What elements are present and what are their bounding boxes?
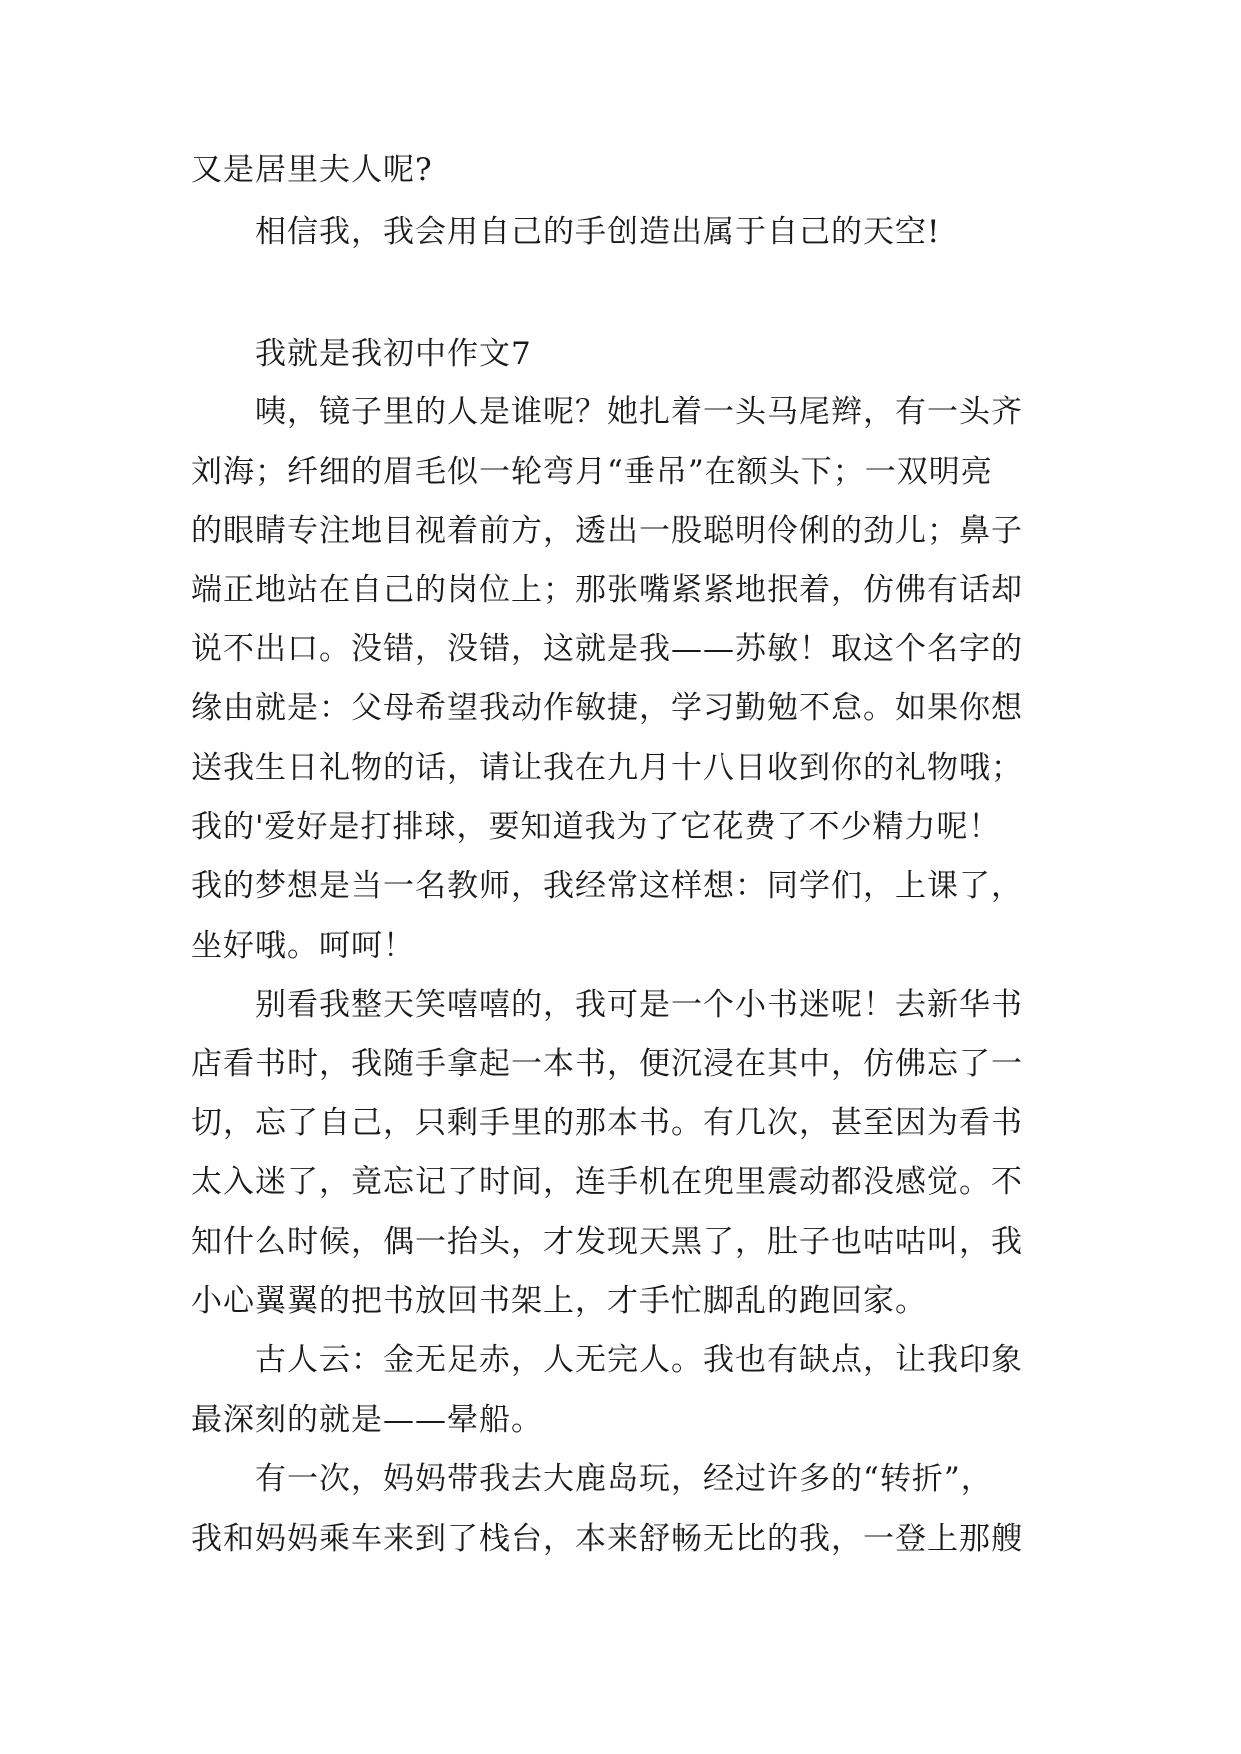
paragraph-line: 古人云：金无足赤，人无完人。我也有缺点，让我印象 — [255, 1342, 1023, 1378]
paragraph-line: 我的'爱好是打排球，要知道我为了它花费了不少精力呢！ — [191, 809, 1001, 845]
section-title: 我就是我初中作文7 — [255, 336, 532, 372]
paragraph-line: 端正地站在自己的岗位上；那张嘴紧紧地抿着，仿佛有话却 — [191, 572, 1023, 608]
paragraph-line: 我和妈妈乘车来到了栈台，本来舒畅无比的我，一登上那艘 — [191, 1521, 1023, 1557]
paragraph-line: 说不出口。没错，没错，这就是我——苏敏！取这个名字的 — [191, 631, 1023, 667]
paragraph-line: 店看书时，我随手拿起一本书，便沉浸在其中，仿佛忘了一 — [191, 1046, 1023, 1082]
paragraph-line: 切，忘了自己，只剩手里的那本书。有几次，甚至因为看书 — [191, 1105, 1023, 1141]
paragraph-line: 坐好哦。呵呵！ — [191, 928, 415, 964]
paragraph-line: 有一次，妈妈带我去大鹿岛玩，经过许多的“转折”， — [255, 1461, 993, 1497]
paragraph-line: 咦，镜子里的人是谁呢？她扎着一头马尾辫，有一头齐 — [255, 394, 1023, 430]
paragraph-line: 刘海；纤细的眉毛似一轮弯月“垂吊”在额头下；一双明亮 — [191, 454, 993, 490]
paragraph-line: 相信我，我会用自己的手创造出属于自己的天空! — [255, 214, 941, 250]
paragraph-line: 缘由就是：父母希望我动作敏捷，学习勤勉不怠。如果你想 — [191, 690, 1023, 726]
paragraph-line: 别看我整天笑嘻嘻的，我可是一个小书迷呢！去新华书 — [255, 987, 1023, 1023]
paragraph-line: 送我生日礼物的话，请让我在九月十八日收到你的礼物哦； — [191, 750, 1023, 786]
paragraph-line: 小心翼翼的把书放回书架上，才手忙脚乱的跑回家。 — [191, 1283, 927, 1319]
paragraph-line: 知什么时候，偶一抬头，才发现天黑了，肚子也咕咕叫，我 — [191, 1224, 1023, 1260]
paragraph-line: 太入迷了，竟忘记了时间，连手机在兜里震动都没感觉。不 — [191, 1164, 1023, 1200]
paragraph-line: 又是居里夫人呢? — [191, 152, 433, 188]
paragraph-line: 我的梦想是当一名教师，我经常这样想：同学们，上课了， — [191, 868, 1023, 904]
paragraph-line: 的眼睛专注地目视着前方，透出一股聪明伶俐的劲儿；鼻子 — [191, 513, 1023, 549]
paragraph-line: 最深刻的就是——晕船。 — [191, 1402, 543, 1438]
